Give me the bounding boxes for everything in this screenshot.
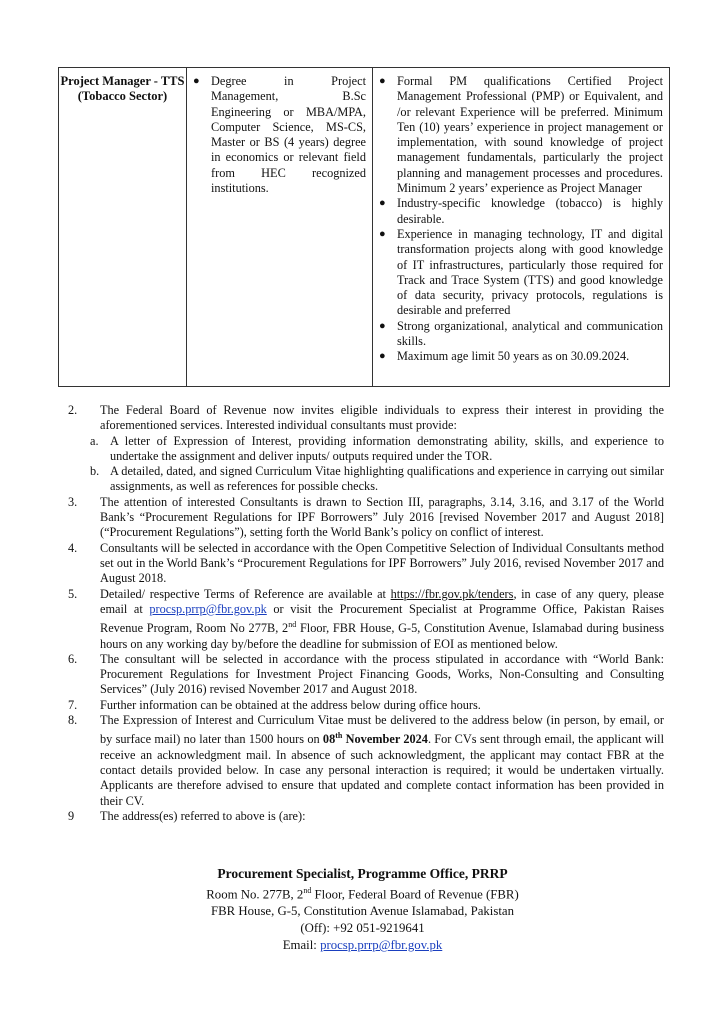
address-email-link[interactable]: procsp.prrp@fbr.gov.pk [320, 938, 443, 953]
email-link[interactable]: procsp.prrp@fbr.gov.pk [149, 601, 267, 616]
address-heading: Procurement Specialist, Programme Office, PRRP [217, 866, 508, 881]
numbered-paragraphs [68, 403, 664, 824]
experience-item: ● Experience in managing technology, IT and digital transformation projects along with good knowledge of IT infrastructures, particularly those required for Track and Trace System (TTS) and good knowledge of data security, privacy protocols, regulations is desirable and preferred [379, 226, 663, 318]
experience-list [373, 74, 663, 365]
qualification-item: ● Degree in Project Management, B.Sc Engineering or MBA/MPA, Computer Science, MS-CS, Master or BS (4 years) degree in economics or relevant field from HEC recognized institutions. [193, 74, 366, 196]
paragraph-7: 7. Further information can be obtained at the address below during office hours. [68, 697, 481, 712]
address-line-2: FBR House, G-5, Constitution Avenue Islamabad, Pakistan [211, 904, 514, 919]
paragraph-3: 3. The attention of interested Consultants is drawn to Section III, paragraphs, 3.14, 3.16, and 3.17 of the World Bank’s “Procurement Regulations for IPF Borrowers” July 2016 [revised November 2017 and August 2018] (“Procurement Regulations”), setting forth the World Bank’s policy on conflict of interest. [68, 494, 664, 540]
deadline-date: 08th November 2024 [322, 731, 428, 747]
requirements-table [58, 67, 670, 387]
address-phone: (Off): +92 051-9219641 [300, 921, 425, 936]
bullet-icon: ● [193, 75, 200, 87]
paragraph-9: 9 The address(es) referred to above is (are): [68, 808, 306, 823]
bullet-icon: ● [379, 350, 386, 363]
paragraph-6: 6. The consultant will be selected in accordance with the process stipulated in accordance with “World Bank: Procurement Regulations for Investment Project Financing Goods, Works, Non-Consulting and Consulting Services” (July 2016) revised November 2017 and August 2018. [68, 651, 664, 697]
paragraph-8: 8. The Expression of Interest and Curriculum Vitae must be delivered to the address below (in person, by email, or by surface mail) no later than 1500 hours on 08th November 2024. For CVs sent through email, the applicant will receive an acknowledgment mail. In absence of such acknowledgment, the applicant may contact FBR at the contact details provided below. In case any personal interaction is required; it would be undertaken virtually. Applicants are therefore advised to ensure that updated and complete contact information has been provided in their CV. [68, 713, 664, 808]
bullet-icon: ● [379, 227, 386, 240]
experience-item: ● Formal PM qualifications Certified Project Management Professional (PMP) or Equivalent, and /or relevant Experience will be preferred. Minimum Ten (10) years’ experience in project management or implementation, with sound knowledge of project management fundamentals, particularly the project planning and management processes and procedures. Minimum 2 years’ experience as Project Manager [379, 74, 663, 196]
paragraph-2a: a. A letter of Expression of Interest, providing information demonstrating ability, skills, and experience to undertake the assignment and deliver inputs/ outputs required under the TOR. [90, 433, 664, 463]
address-line-1: Room No. 277B, 2nd Floor, Federal Board of Revenue (FBR) [206, 886, 519, 902]
qualification-cell [187, 68, 373, 386]
position-title: Project Manager - TTS (Tobacco Sector) [60, 74, 185, 103]
paragraph-2b: b. A detailed, dated, and signed Curriculum Vitae highlighting qualifications and experience in carrying out similar assignments, as well as references for possible checks. [90, 464, 664, 494]
experience-item: ● Maximum age limit 50 years as on 30.09.2024. [379, 349, 630, 364]
experience-item: ● Industry-specific knowledge (tobacco) is highly desirable. [379, 196, 663, 226]
contact-address [0, 865, 725, 954]
address-email: Email: procsp.prrp@fbr.gov.pk [282, 938, 443, 953]
bullet-icon: ● [379, 75, 386, 87]
experience-item: ● Strong organizational, analytical and communication skills. [379, 318, 663, 349]
bullet-icon: ● [379, 197, 386, 210]
bullet-icon: ● [379, 319, 386, 332]
tenders-url[interactable]: https://fbr.gov.pk/tenders [390, 586, 514, 601]
experience-cell [373, 68, 669, 386]
paragraph-5: 5. Detailed/ respective Terms of Reference are available at https://fbr.gov.pk/tenders, in case of any query, please email at procsp.prrp@fbr.gov.pk or visit the Procurement Specialist at Programme Office, Pakistan Raises Revenue Program, Room No 277B, 2nd Floor, FBR House, G-5, Constitution Avenue, Islamabad during business hours on any working day by/before the deadline for submission of EOI as mentioned below. [68, 586, 664, 651]
paragraph-4: 4. Consultants will be selected in accordance with the Open Competitive Selection of Individual Consultants method set out in the World Bank’s “Procurement Regulations for IPF Borrowers” July 2016, revised November 2017 and August 2018. [68, 540, 664, 586]
paragraph-2: 2. The Federal Board of Revenue now invites eligible individuals to express their interest in providing the aforementioned services. Interested individual consultants must provide: [68, 403, 664, 433]
position-cell [59, 68, 187, 386]
